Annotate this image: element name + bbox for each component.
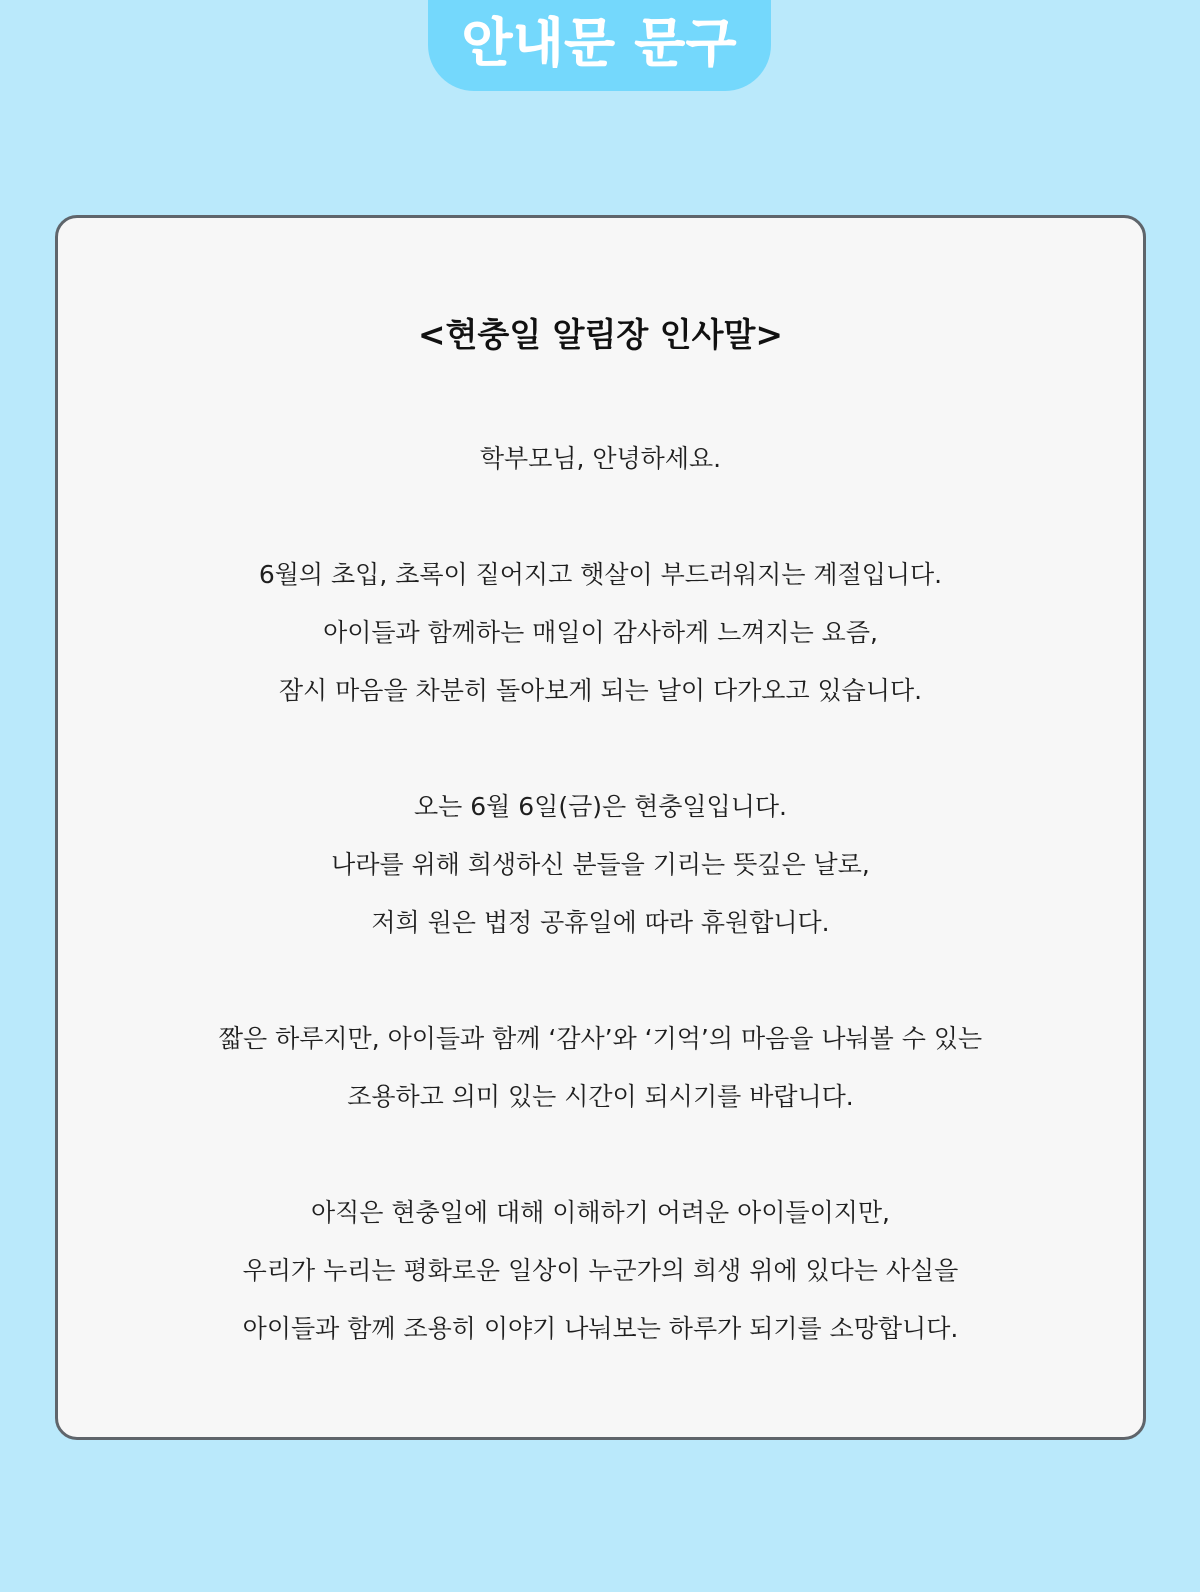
notice-line: 짧은 하루지만, 아이들과 함께 ‘감사’와 ‘기억’의 마음을 나눠볼 수 있는 [218, 1024, 983, 1053]
notice-line: 아이들과 함께 조용히 이야기 나눠보는 하루가 되기를 소망합니다. [242, 1314, 959, 1343]
notice-line: 학부모님, 안녕하세요. [479, 444, 722, 473]
notice-line: 조용하고 의미 있는 시간이 되시기를 바랍니다. [347, 1082, 854, 1111]
notice-line: 저희 원은 법정 공휴일에 따라 휴원합니다. [371, 908, 830, 937]
notice-paragraph-greeting [58, 430, 1143, 488]
notice-line: 잠시 마음을 차분히 돌아보게 되는 날이 다가오고 있습니다. [278, 676, 923, 705]
notice-line: 아직은 현충일에 대해 이해하기 어려운 아이들이지만, [311, 1198, 890, 1227]
notice-body [58, 430, 1143, 1416]
notice-line: 아이들과 함께하는 매일이 감사하게 느껴지는 요즘, [323, 618, 878, 647]
notice-card [55, 215, 1146, 1440]
notice-paragraph-closing [58, 1184, 1143, 1358]
notice-line: 오는 6월 6일(금)은 현충일입니다. [414, 792, 787, 821]
notice-paragraph-season [58, 546, 1143, 720]
notice-title: <현충일 알림장 인사말> [417, 315, 784, 354]
notice-line: 6월의 초입, 초록이 짙어지고 햇살이 부드러워지는 계절입니다. [258, 560, 943, 589]
notice-line: 나라를 위해 희생하신 분들을 기리는 뜻깊은 날로, [331, 850, 870, 879]
header-badge [428, 0, 771, 91]
header-label: 안내문 문구 [461, 13, 738, 74]
notice-paragraph-holiday [58, 778, 1143, 952]
notice-line: 우리가 누리는 평화로운 일상이 누군가의 희생 위에 있다는 사실을 [242, 1256, 959, 1285]
notice-paragraph-wish [58, 1010, 1143, 1126]
